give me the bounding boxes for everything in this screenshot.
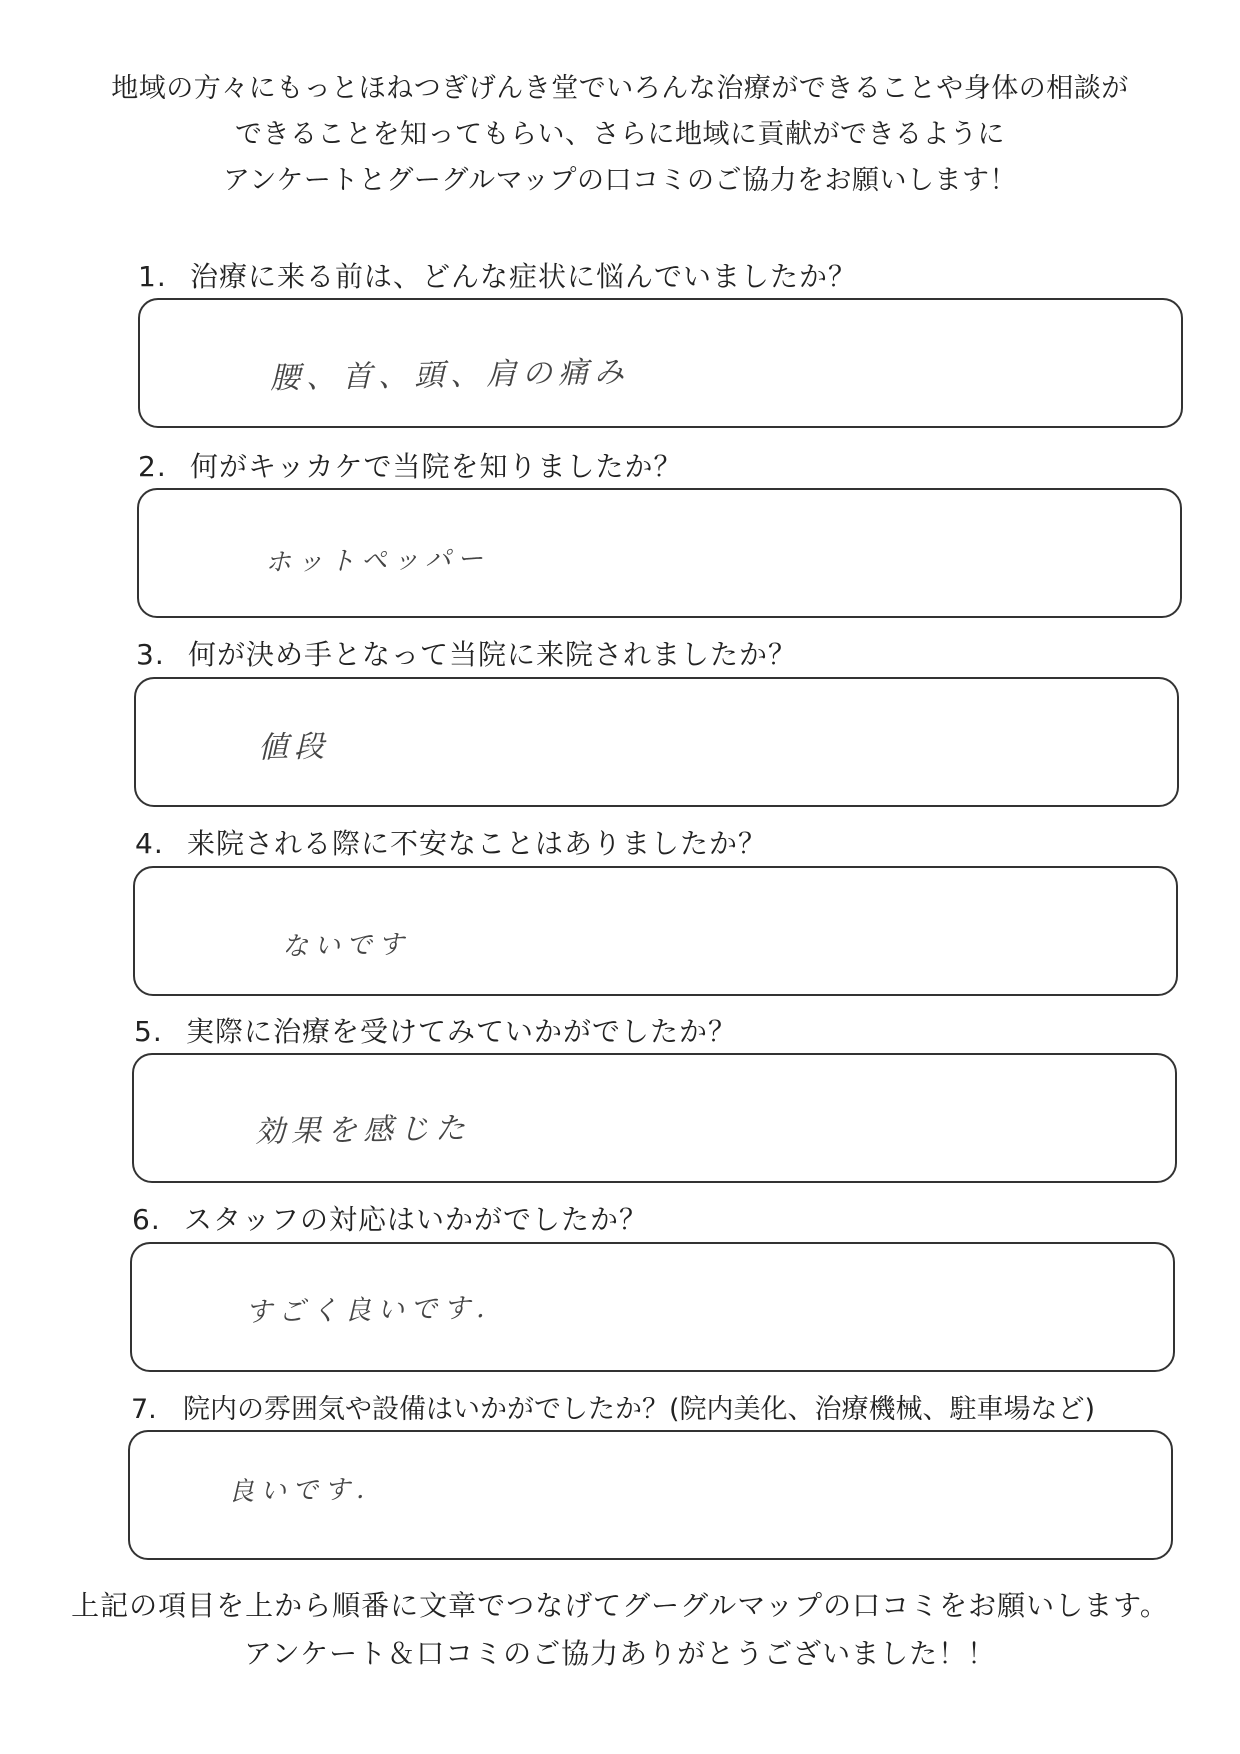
footer-text	[0, 1582, 1240, 1678]
question-7	[131, 1387, 1095, 1426]
intro-text	[0, 66, 1240, 204]
question-2	[138, 445, 682, 485]
footer-line-1: 上記の項目を上から順番に文章でつなげてグーグルマップの口コミをお願いします。	[71, 1589, 1169, 1622]
answer-2: ホットペッパー	[264, 544, 490, 578]
intro-line-1: 地域の方々にもっとほねつぎげんき堂でいろんな治療ができることや身体の相談が	[111, 73, 1129, 104]
question-text: 実際に治療を受けてみていかがでしたか？	[186, 1015, 738, 1048]
question-5	[134, 1010, 737, 1050]
answer-3: 値段	[257, 729, 331, 766]
question-number: 3.	[136, 638, 165, 671]
intro-line-2: できることを知ってもらい、さらに地域に貢献ができるように	[235, 119, 1005, 150]
answer-1: 腰、首、頭、肩の痛み	[269, 354, 631, 397]
question-number: 7.	[131, 1394, 157, 1425]
question-text: 治療に来る前は、どんな症状に悩んでいましたか？	[190, 260, 858, 293]
answer-5: 効果を感じた	[254, 1111, 472, 1150]
question-text: 来院される際に不安なことはありましたか？	[187, 827, 768, 860]
question-number: 5.	[134, 1015, 163, 1048]
footer-line-2: アンケート＆口コミのご協力ありがとうございました！！	[243, 1637, 997, 1670]
question-number: 1.	[138, 260, 167, 293]
question-6	[132, 1198, 648, 1238]
question-3	[136, 633, 797, 673]
question-4	[135, 822, 767, 862]
answer-6: すごく良いです.	[244, 1292, 491, 1329]
question-1	[138, 255, 857, 295]
question-number: 6.	[132, 1203, 161, 1236]
question-text: スタッフの対応はいかがでしたか？	[184, 1203, 649, 1236]
question-text: 何が決め手となって当院に来院されましたか？	[188, 638, 798, 671]
question-text: 何がキッカケで当院を知りましたか？	[190, 450, 683, 483]
question-number: 4.	[135, 827, 164, 860]
question-number: 2.	[138, 450, 167, 483]
question-text: 院内の雰囲気や設備はいかがでしたか？(院内美化、治療機械、駐車場など)	[183, 1394, 1096, 1425]
intro-line-3: アンケートとグーグルマップの口コミのご協力をお願いします！	[223, 165, 1017, 196]
answer-7: 良いです.	[227, 1474, 371, 1508]
answer-4: ないです	[281, 929, 411, 963]
